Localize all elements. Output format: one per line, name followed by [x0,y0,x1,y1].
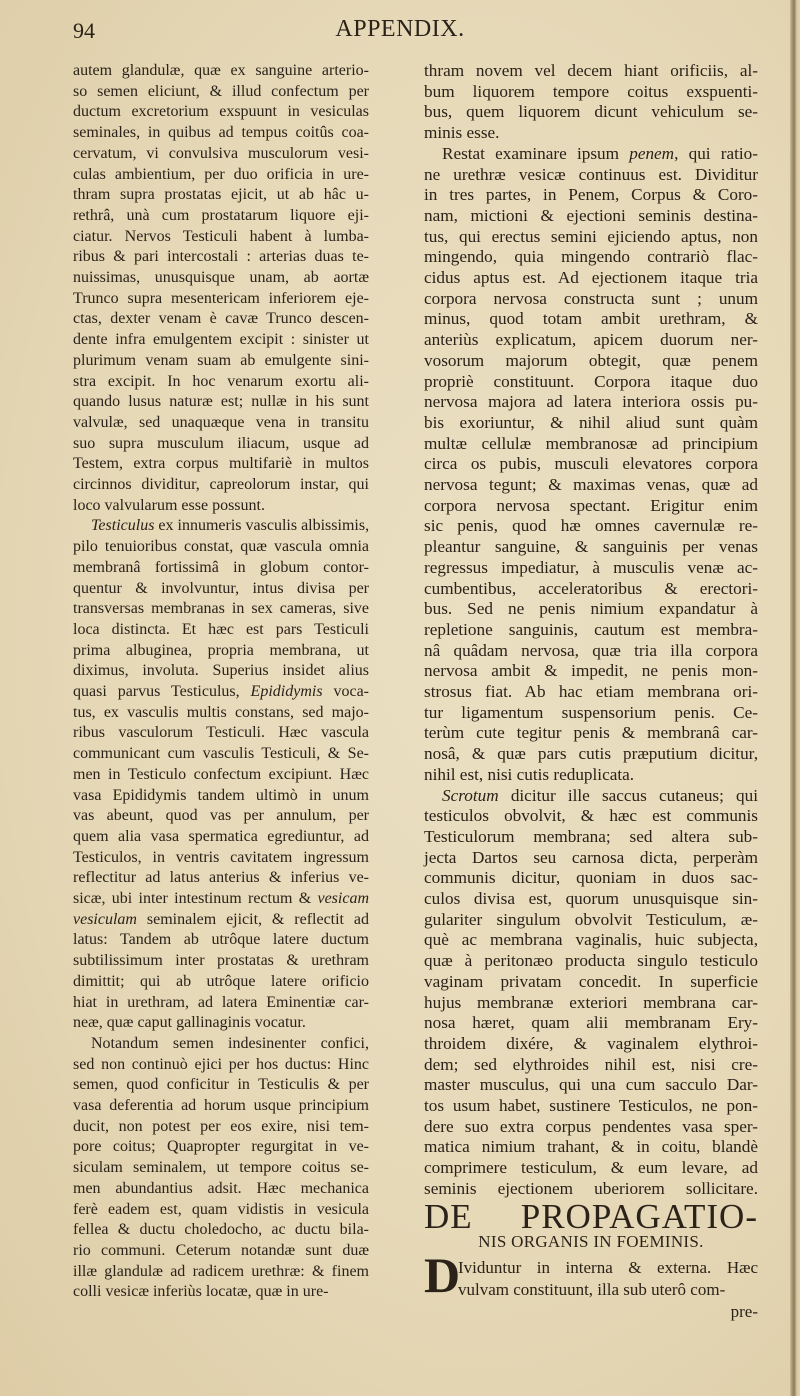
italic-term: vesiculam [73,910,137,928]
text-segment: seminalem ejicit, & reflectit ad [136,910,369,928]
text-line: vasa deferentia ad horum usque principium [73,1097,369,1114]
text-line: testiculos obvolvit, & hæc est communis [424,806,758,826]
text-line: fellea & ductu choledocho, ac ductu bila- [73,1221,369,1239]
text-line [73,888,369,909]
text-line: sed non continuò ejici per hos ductus: Hinc [73,1055,369,1073]
text-line: minis esse. [424,123,500,143]
text-line: dimittit; qui ab utrôque latere orificio [73,972,369,990]
text-line: culos divisa est, quorum unusquisque sin- [424,889,758,908]
text-line: quentur & involvuntur, intus divisa per [73,579,369,597]
text-line: ribus vasculorum Testiculi. Hæc vascula [73,724,369,742]
text-line: strosus fiat. Ab hac etiam membrana ori- [424,682,758,701]
text-line: terùm cute tegitur penis & membranâ car- [424,723,758,743]
text-line: bum liquorem tempore coitus exspuenti- [424,81,758,101]
text-line: siculam seminalem, ut tempore coitus se- [73,1159,369,1177]
text-line [73,909,369,930]
text-line: tus, qui erectus semini ejiciendo aptus, non [424,226,758,246]
text-line: nervosa ambit & impedit, ne penis mon- [424,661,758,681]
text-line [73,681,369,702]
text-line: Trunco supra mesentericam inferiorem eje- [73,289,369,307]
section-subheading: NIS ORGANIS IN FOEMINIS. [478,1232,704,1251]
text-line: Notandum semen indesinenter confici, [91,1034,369,1052]
text-line: jecta Dartos seu carnosa dicta, perperàm [424,847,758,867]
text-line: corpora nervosa spectant. Erigitur enim [424,495,758,515]
text-line: plurimum venam suam ab emulgente sini- [73,351,369,369]
text-line: sic penis, quod hæ omnes cavernulæ re- [424,516,758,536]
text-line: ducit, non potest per eos exire, nisi tem- [73,1117,369,1135]
text-line: cumbentibus, acceleratoribus & erectori- [424,578,758,598]
text-line: membranâ fortissimâ in globum contor- [73,558,369,576]
text-line: ferè eadem est, quam vidistis in vesicula [73,1200,369,1218]
text-line: communis dicitur, quoniam in duos sac- [424,868,758,888]
text-line: illæ glandulæ ad radicem urethræ: & finem [73,1262,369,1280]
text-line: tus, ex vasculis multis constans, sed majo- [73,703,369,721]
text-line: ribus & pari intercostali : arterias duas te- [73,248,369,266]
text-line: prima albuginea, propria membrana, ut [73,641,369,659]
text-line [73,515,369,536]
running-title: APPENDIX. [335,16,465,42]
text-line: nihil est, nisi cutis reduplicata. [424,764,635,784]
italic-term: penem [629,143,675,163]
text-line: dere suo extra corpus pendentes vasa sper- [424,1116,758,1136]
text-line: vaginam privatam concedit. In superficie [424,971,758,991]
text-line: nosa hæret, quam alii membranam Ery- [424,1013,758,1033]
text-line: tos usum habet, sustinere Testiculos, ne pon- [424,1096,758,1115]
text-line: ctas, dexter venam è cavæ Trunco descen- [73,310,369,328]
text-line [424,143,758,164]
text-line: ciatur. Nervos Testiculi habent à lumba- [73,227,369,245]
text-line: reflectitur ad latus anterius & inferius ve- [73,869,369,887]
text-line: ductum excretorium exspuunt in vesiculas [73,103,369,121]
text-line: quæ à peritonæo producta singulo testiculo [424,951,758,971]
text-segment: sicæ, ubi inter intestinum rectum & [73,890,318,907]
text-line: què ac membrana vaginalis, huic subjecta, [424,930,758,950]
text-line: nervosa tegunt; & maximas venas, quæ ad [424,475,758,494]
text-line: semen, quod conficitur in Testiculis & per [73,1076,369,1094]
text-line: in tres partes, in Penem, Corpus & Coro- [424,185,758,205]
text-line: pore coitus; Quapropter regurgitat in ve- [73,1138,369,1156]
text-line: thram supra prostatas ejicit, ut ab hâc u- [73,186,369,204]
text-line: bus. Sed ne penis nimium expandatur à [424,599,758,619]
text-segment: dicitur ille saccus cutaneus; qui [498,785,758,805]
text-line: cervatum, vi convulsiva musculorum vesi- [73,144,369,162]
text-line: regressus impediatur, à musculis venæ ac- [424,557,758,577]
italic-term: Scrotum [442,785,499,805]
text-line: minus, quod totam ambit urethram, & [424,309,758,329]
text-segment: , qui ratio- [674,143,758,163]
text-segment: quasi parvus Testiculus, [73,683,251,700]
text-line: rethrâ, unà cum prostatarum liquore eji- [73,206,369,224]
text-line: nâ quâdam nervosa, quæ tria illa corpora [424,640,758,660]
text-line: throidem dixére, & vaginalem elythroi- [424,1033,758,1053]
text-line: latus: Tandem ab utrôque latere ductum [73,931,369,949]
italic-term: Testiculus [91,517,155,535]
text-line: hiat in urethram, ad latera Eminentiæ car- [73,993,369,1011]
text-line: master musculus, qui una cum sacculo Dar- [424,1075,758,1095]
text-line: stra excipit. In hoc venarum exortu ali- [73,372,369,390]
text-line: communicant cum vasculis Testiculi, & Se- [73,745,369,763]
text-line: comprimere testiculum, & eum levare, ad [424,1158,758,1178]
text-segment: Restat examinare ipsum [442,143,630,163]
text-line: diximus, involuta. Superius insidet alius [73,662,369,680]
text-line: tur ligamentum suspensorium penis. Ce- [424,702,758,722]
text-line: propriè constituunt. Corpora itaque duo [424,371,758,391]
text-line: rio communi. Ceterum notandæ sunt duæ [73,1241,369,1259]
text-line: subtilissimum inter prostatas & urethram [73,952,369,970]
italic-term: Epididymis [250,683,323,700]
text-line: quando lusus naturæ est; nullæ in his sunt [73,393,369,411]
text-line: autem glandulæ, quæ ex sanguine arterio- [73,62,369,79]
text-line: nuissimas, unusquisque unam, ab aortæ [73,269,369,286]
text-line: pleantur sanguine, & sanguinis per venas [424,537,758,557]
text-line: men abundantius adsit. Hæc mechanica [73,1179,369,1197]
text-line: hujus membranæ exteriori membrana car- [424,992,758,1012]
text-line: nosâ, & quæ pars cutis præputium dicitur, [424,744,758,764]
text-line: anteriùs explicatum, apicem duorum ner- [424,330,758,350]
text-line: transversas membranas in sex cameras, sive [73,600,369,618]
text-line: matica nimium trahant, & in coitu, blandè [424,1137,758,1157]
section-heading: DE PROPAGATIO- [424,1197,758,1236]
text-line: men in Testiculo confectum excipiunt. Hæc [73,765,369,783]
text-line: dente infra emulgentem excipit : sinister ut [73,331,369,349]
text-line: Testiculos, in ventris cavitatem ingressum [73,848,369,866]
text-line: circinnos dividitur, capreolorum instar, qui [73,476,369,493]
text-line: suo supra musculum iliacum, usque ad [73,434,369,452]
text-line: nam, mictioni & ejectioni seminis destina- [424,205,758,225]
text-line: vulvam constituunt, illa sub uterô com- [458,1280,726,1299]
text-line: cidus aptus est. Ad ejectionem itaque tria [424,268,758,287]
text-line: vosorum majorum obtegit, quæ penem [424,350,758,370]
text-line: bus, quem liquorem dicunt vehiculum se- [424,102,758,122]
text-line: dem; sed elythroides nihil est, nisi cre- [424,1054,758,1074]
text-line: seminales, in quibus ad tempus coitûs coa- [73,124,369,142]
drop-cap: D [424,1247,461,1303]
text-line: Ividuntur in interna & externa. Hæc [458,1258,758,1277]
text-line: vas abeunt, quod vas per annulum, per [73,807,369,825]
text-line: colli vesicæ inferiùs locatæ, quæ in ure- [73,1283,329,1301]
text-line: neæ, quæ caput gallinaginis vocatur. [73,1014,306,1032]
text-line: culas ambientium, per duo orificia in ure- [73,165,369,183]
text-line: gulariter singulum obvolvit Testiculum, æ- [424,909,758,929]
text-segment: voca- [322,683,369,700]
text-line: mingendo, quia mingendo contrariò flac- [424,247,758,267]
text-line: quem alia vasa spermatica egrediuntur, ad [73,827,369,845]
text-line: loca distincta. Et hæc est pars Testiculi [73,620,369,638]
page-number: 94 [73,18,95,43]
text-line: seminis ejectionem uberiorem sollicitare. [424,1178,758,1198]
text-line: pilo tenuioribus constat, quæ vascula omnia [73,538,369,556]
text-line: circa os pubis, musculi elevatores corpora [424,454,758,474]
text-line: thram novem vel decem hiant orificiis, al- [424,61,758,80]
text-line: vasa Epididymis tandem ultimò in unum [73,786,369,804]
text-line: bis exoriuntur, & nihil aliud sunt quàm [424,412,758,432]
text-line: corpora nervosa constructa sunt ; unum [424,288,758,308]
catchword: pre- [730,1302,758,1321]
page-gutter-edge [790,0,800,1396]
text-line: so semen eliciunt, & illud confectum per [73,82,369,100]
text-line [424,785,758,806]
text-line: nervosa majora ad latera interiora ossis pu- [424,392,758,412]
text-segment: ex innumeris vasculis albissimis, [154,517,370,535]
text-line: Testiculorum membrana; sed altera sub- [424,826,758,846]
text-line: ne urethræ vesicæ continuus est. Dividitur [424,164,758,184]
text-line: repletione sanguinis, cautum est membra- [424,619,758,639]
text-line: loco valvularum esse possunt. [73,496,265,514]
text-line: valvulæ, sed unaquæque vena in transitu [73,413,369,431]
text-line: Testem, extra corpus multifariè in multos [73,455,369,473]
text-line: multæ cellulæ membranosæ ad principium [424,433,758,453]
italic-term: vesicam [317,890,369,907]
